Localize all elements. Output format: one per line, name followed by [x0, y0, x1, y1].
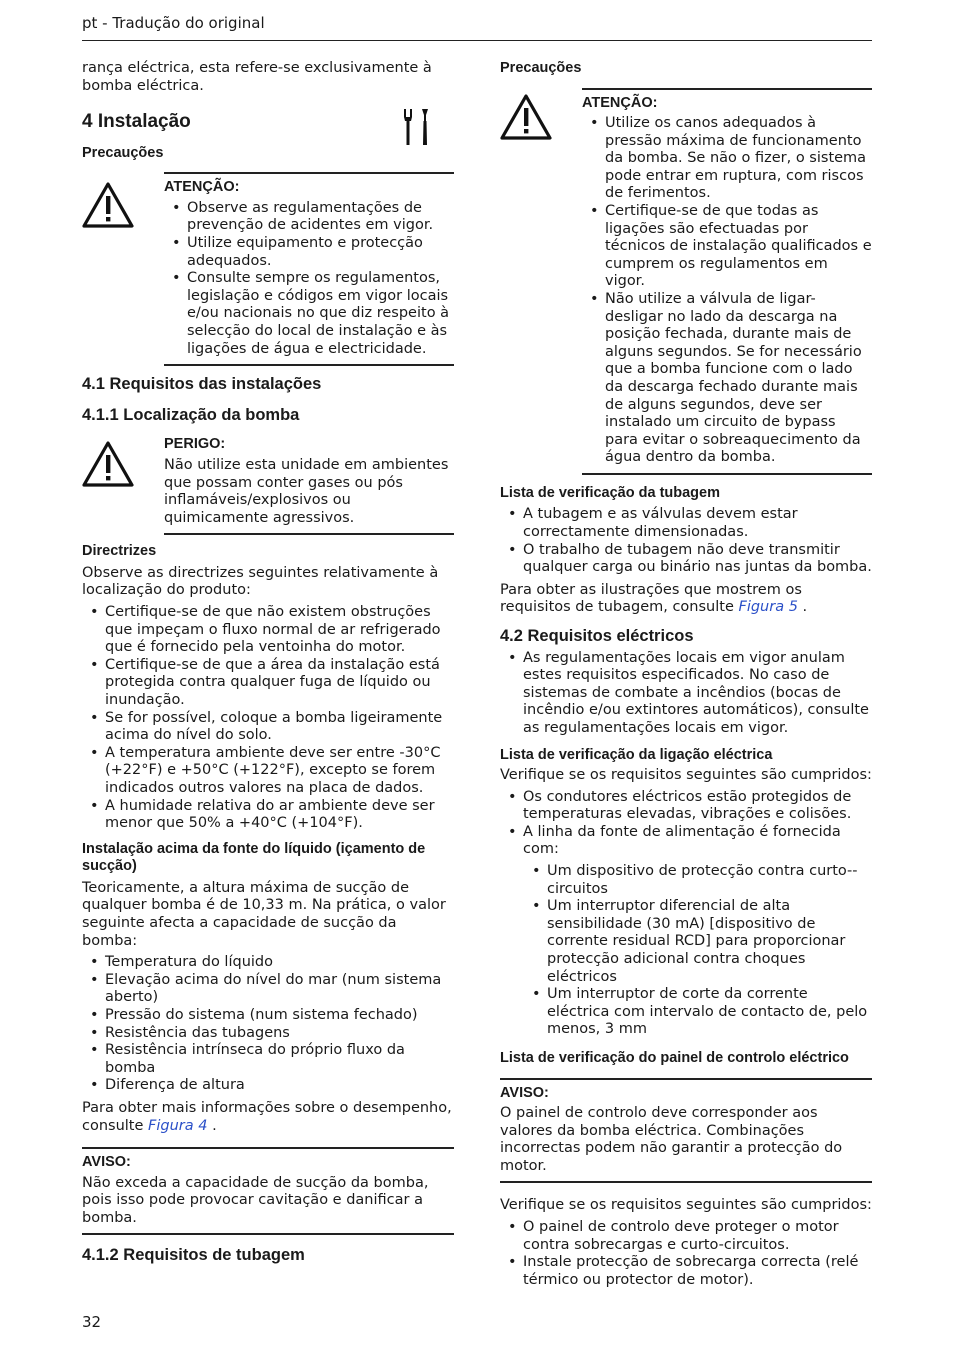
section-4-title: 4 Instalação [82, 111, 191, 133]
elec-checklist-heading: Lista de verificação da ligação eléctrica [500, 746, 773, 763]
list-item: • Um dispositivo de protecção contra curto--circuitos [547, 863, 872, 898]
directives-list [82, 604, 454, 833]
list-item: • Certifique-se de que todas as ligações são efectuadas por técnicos de instalação qualificados e cumprem os regulamentos em vigor. [605, 203, 872, 291]
list-item: • Utilize equipamento e protecção adequados. [187, 235, 454, 270]
section-4-1-title: 4.1 Requisitos das instalações [82, 375, 322, 394]
notice-text: Não exceda a capacidade de sucção da bomba, pois isso pode provocar cavitação e danificar a bomba. [82, 1174, 429, 1226]
list-item: • O painel de controlo deve proteger o motor contra sobrecargas e curto-circuitos. [523, 1219, 872, 1254]
directives-intro: Observe as directrizes seguintes relativamente à localização do produto: [82, 564, 439, 599]
list-item: • Instale protecção de sobrecarga correcta (relé térmico ou protector de motor). [523, 1254, 872, 1289]
danger-box [82, 436, 454, 535]
left-column [82, 60, 454, 1265]
piping-checklist [500, 506, 872, 576]
section-4-1-2-title: 4.1.2 Requisitos de tubagem [82, 1246, 305, 1265]
above-source-text: Teoricamente, a altura máxima de sucção de qualquer bomba é de 10,33 m. Na prática, o valor seguinte afecta a capacidade de sucção da bomba: [82, 879, 446, 949]
above-source-list [82, 954, 454, 1095]
list-item: • A temperatura ambiente deve ser entre -30°C (+22°F) e +50°C (+122°F), excepto se forem indicados outros valores na placa de dados. [105, 745, 454, 798]
list-item: • Diferença de altura [105, 1077, 454, 1095]
header-text: pt - Tradução do original [82, 14, 265, 32]
precautions-heading-right: Precauções [500, 60, 582, 76]
warning-triangle-icon [82, 180, 134, 230]
list-item: • Pressão do sistema (num sistema fechado) [105, 1007, 454, 1025]
section-4-1-1-title: 4.1.1 Localização da bomba [82, 405, 300, 424]
section-4-heading [82, 113, 454, 131]
list-item: • Elevação acima do nível do mar (num sistema aberto) [105, 972, 454, 1007]
page-number: 32 [82, 1313, 102, 1331]
list-item: • Um interruptor de corte da corrente eléctrica com intervalo de contacto de, pelo menos, 3 mm [547, 986, 872, 1039]
attention-label: ATENÇÃO: [164, 179, 240, 196]
warning-triangle-icon [82, 439, 134, 489]
panel-list [500, 1219, 872, 1289]
notice-box-left [82, 1147, 454, 1235]
attention-box-left [82, 172, 454, 366]
right-column [500, 60, 872, 1289]
piping-figure-paragraph [500, 582, 872, 617]
section-4-2-list [500, 650, 872, 738]
elec-sub-list [523, 863, 872, 1039]
list-item: • Os condutores eléctricos estão protegidos de temperaturas elevadas, vibrações e colisões. [523, 789, 872, 824]
list-item-text: A linha da fonte de alimentação é fornecida com: [523, 823, 841, 858]
list-item: • O trabalho de tubagem não deve transmitir qualquer carga ou binário nas juntas da bomba. [523, 542, 872, 577]
piping-fig-text: Para obter as ilustrações que mostrem os requisitos de tubagem, consulte [500, 581, 802, 616]
warning-triangle-icon [500, 92, 552, 142]
notice-label: AVISO: [82, 1154, 131, 1171]
section-4-2-title: 4.2 Requisitos eléctricos [500, 627, 694, 646]
list-item: • Um interruptor diferencial de alta sensibilidade (30 mA) [dispositivo de corrente residual RCD] para proporcionar protecção adicional contra choques eléctricos [547, 898, 872, 986]
list-item: • Se for possível, coloque a bomba ligeiramente acima do nível do solo. [105, 710, 454, 745]
list-item: • Certifique-se de que não existem obstruções que impeçam o fluxo normal de ar refrigerado que é fornecido pela ventoinha do motor. [105, 604, 454, 657]
elec-checklist [500, 789, 872, 1039]
elec-checklist-intro: Verifique se os requisitos seguintes são cumpridos: [500, 767, 872, 784]
list-item: • Não utilize a válvula de ligar-desligar no lado da descarga na posição fechada, durante mais de alguns segundos. Se for necessário que a bomba funcione com o lado da descarga fechado durante mais de alguns segundos, deve ser instalado um circuito de bypass para evitar o sobreaquecimento da água dentro da bomba. [605, 291, 872, 467]
list-item: • A humidade relativa do ar ambiente deve ser menor que 50% a +40°C (+104°F). [105, 798, 454, 833]
list-item: • Resistência intrínseca do próprio fluxo da bomba [105, 1042, 454, 1077]
tools-icon [402, 107, 432, 147]
danger-label: PERIGO: [164, 436, 226, 453]
attention-label: ATENÇÃO: [582, 94, 658, 111]
performance-paragraph [82, 1100, 454, 1135]
piping-fig-end: . [797, 599, 808, 616]
danger-body [164, 436, 454, 535]
piping-checklist-heading: Lista de verificação da tubagem [500, 484, 720, 501]
figure-5-link[interactable]: Figura 5 [738, 599, 798, 616]
intro-paragraph: rança eléctrica, esta refere-se exclusivamente à bomba eléctrica. [82, 60, 432, 94]
directives-heading: Directrizes [82, 543, 157, 560]
danger-text: Não utilize esta unidade em ambientes que possam conter gases ou pós inflamáveis/explosivos ou quimicamente agressivos. [164, 457, 449, 526]
page-header [82, 14, 872, 41]
list-item: • Certifique-se de que a área da instalação está protegida contra qualquer fuga de líquido ou inundação. [105, 657, 454, 710]
panel-intro: Verifique se os requisitos seguintes são cumpridos: [500, 1197, 872, 1214]
list-item: • As regulamentações locais em vigor anulam estes requisitos especificados. No caso de sistemas de combate a incêndios (bocas de incêndio e/ou extintores automáticos), consulte as regulamentações locais em vigor. [523, 650, 872, 738]
performance-text: Para obter mais informações sobre o desempenho, consulte [82, 1099, 452, 1134]
attention-list-left [164, 200, 454, 358]
attention-body-left [164, 172, 454, 366]
above-source-heading: Instalação acima da fonte do líquido (içamento de sucção) [82, 840, 426, 875]
list-item: • Consulte sempre os regulamentos, legislação e códigos em vigor locais e/ou nacionais no que diz respeito à selecção do local de instalação e às ligações de água e electricidade. [187, 270, 454, 358]
figure-4-link[interactable]: Figura 4 [148, 1117, 208, 1134]
performance-end: . [207, 1117, 217, 1134]
list-item: • Utilize os canos adequados à pressão máxima de funcionamento da bomba. Se não o fizer, o sistema pode entrar em ruptura, com riscos de ferimentos. [605, 115, 872, 203]
panel-checklist-heading: Lista de verificação do painel de controlo eléctrico [500, 1050, 849, 1066]
precautions-heading-left: Precauções [82, 144, 164, 161]
list-item: • Resistência das tubagens [105, 1025, 454, 1043]
list-item: • A tubagem e as válvulas devem estar correctamente dimensionadas. [523, 506, 872, 541]
list-item [523, 824, 872, 1039]
notice-label: AVISO: [500, 1084, 549, 1101]
notice-text: O painel de controlo deve corresponder aos valores da bomba eléctrica. Combinações incorrectas podem não garantir a protecção do motor. [500, 1105, 843, 1174]
list-item: • Temperatura do líquido [105, 954, 454, 972]
attention-body-right [582, 88, 872, 475]
notice-box-right [500, 1078, 872, 1184]
list-item: • Observe as regulamentações de prevenção de acidentes em vigor. [187, 200, 454, 235]
attention-list-right [582, 115, 872, 467]
attention-box-right [500, 88, 872, 475]
